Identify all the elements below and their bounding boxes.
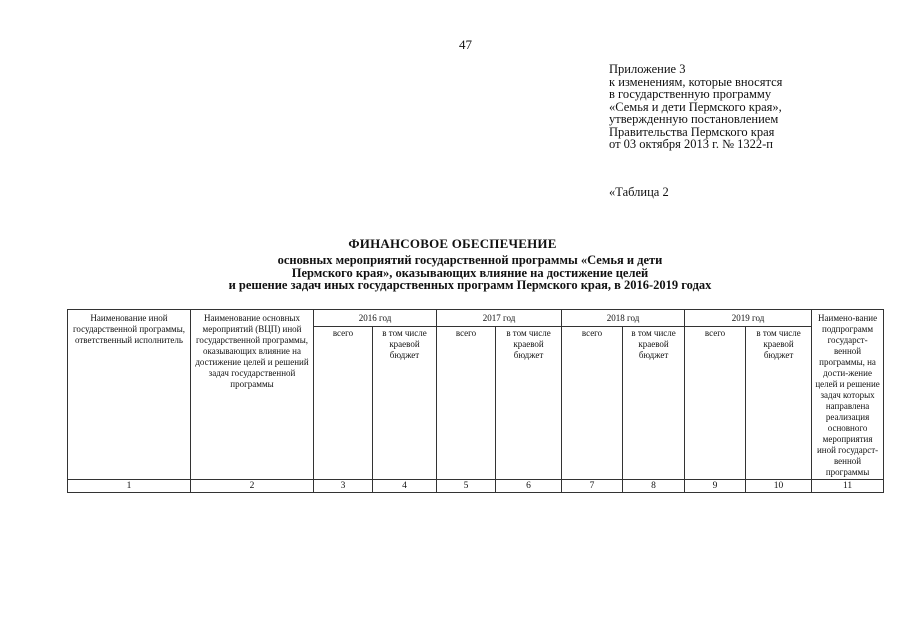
financing-table	[67, 309, 884, 493]
table-reference: «Таблица 2	[609, 185, 669, 199]
column-number: 10	[746, 480, 812, 493]
header-regional-2016: в том числе краевой бюджет	[373, 327, 437, 480]
appendix-line: от 03 октября 2013 г. № 1322-п	[609, 137, 773, 151]
header-total-2019: всего	[685, 327, 746, 480]
header-total-2016: всего	[314, 327, 373, 480]
header-year-2019: 2019 год	[685, 310, 812, 327]
header-regional-2018: в том числе краевой бюджет	[623, 327, 685, 480]
subtitle-line: Пермского края», оказывающих влияние на достижение целей	[291, 265, 649, 280]
header-row-years	[68, 310, 884, 327]
column-number: 4	[373, 480, 437, 493]
column-number-row	[68, 480, 884, 493]
page-number: 47	[459, 37, 472, 52]
document-title: ФИНАНСОВОЕ ОБЕСПЕЧЕНИЕ	[348, 236, 557, 251]
appendix-line: утвержденную постановлением	[609, 112, 779, 126]
column-number: 2	[191, 480, 314, 493]
appendix-block	[609, 63, 782, 151]
appendix-line: в государственную программу	[609, 87, 772, 101]
column-number: 8	[623, 480, 685, 493]
column-number: 7	[562, 480, 623, 493]
appendix-line: Правительства Пермского края	[609, 124, 775, 139]
appendix-line: «Семья и дети Пермского края»,	[609, 99, 782, 114]
subtitle-line: основных мероприятий государственной программы «Семья и дети	[277, 253, 663, 267]
header-regional-2017: в том числе краевой бюджет	[496, 327, 562, 480]
document-subtitle	[160, 254, 780, 292]
header-subprogram-name: Наимено-вание подпрограмм государст-венной программы, на дости-жение целей и решение задач которых направлена реализация основного мероприятия иной государст-венной программы	[812, 310, 884, 480]
appendix-line: к изменениям, которые вносятся	[609, 74, 783, 89]
appendix-line: Приложение 3	[609, 62, 686, 76]
column-number: 1	[68, 480, 191, 493]
column-number: 11	[812, 480, 884, 493]
header-program-name: Наименование иной государственной программы, ответственный исполнитель	[68, 310, 191, 480]
header-year-2018: 2018 год	[562, 310, 685, 327]
column-number: 6	[496, 480, 562, 493]
subtitle-line: и решение задач иных государственных программ Пермского края, в 2016-2019 годах	[228, 278, 712, 292]
header-total-2018: всего	[562, 327, 623, 480]
header-total-2017: всего	[437, 327, 496, 480]
header-year-2017: 2017 год	[437, 310, 562, 327]
column-number: 5	[437, 480, 496, 493]
header-activity-name: Наименование основных мероприятий (ВЦП) иной государственной программы, оказывающих влияние на достижение целей и решений задач государственной программы	[191, 310, 314, 480]
column-number: 9	[685, 480, 746, 493]
column-number: 3	[314, 480, 373, 493]
header-year-2016: 2016 год	[314, 310, 437, 327]
header-regional-2019: в том числе краевой бюджет	[746, 327, 812, 480]
